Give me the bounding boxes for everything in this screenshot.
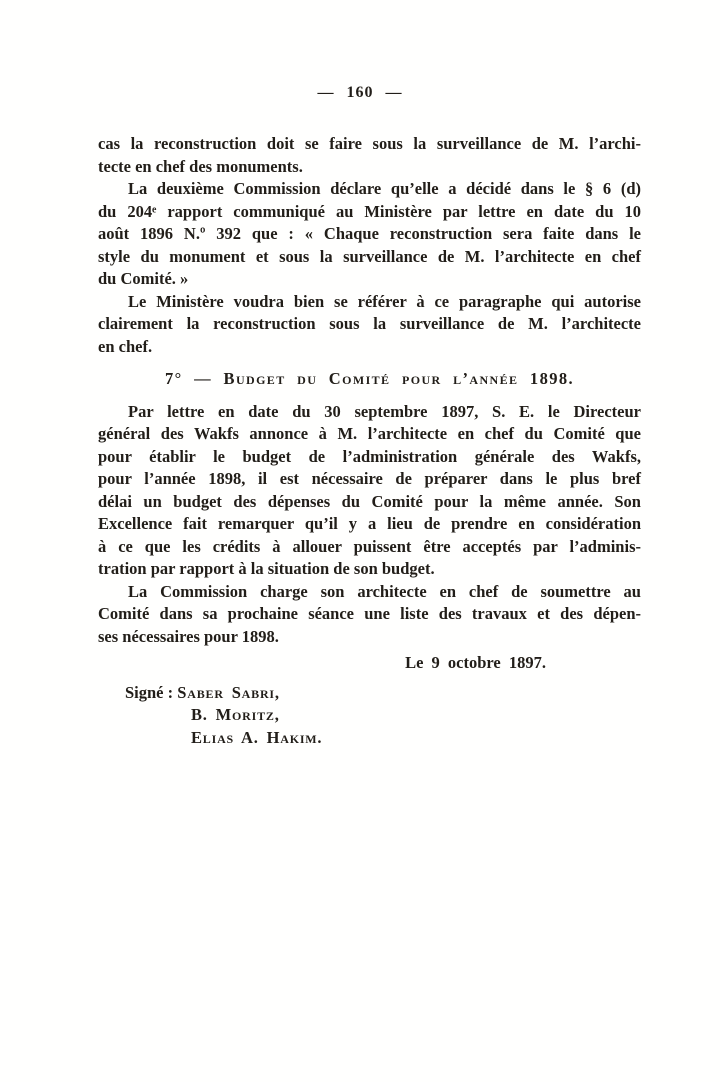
text-line: clairement la reconstruction sous la surveillance de M. l’architecte [98, 314, 641, 333]
signature-block [98, 682, 641, 750]
text-line: pour l’année 1898, il est nécessaire de préparer dans le plus bref [98, 469, 641, 488]
signature-line [125, 682, 641, 705]
text-line: Par lettre en date du 30 septembre 1897, S. E. le Directeur [128, 401, 641, 421]
text-line: La deuxième Commission déclare qu’elle a décidé dans le § 6 (d) [128, 179, 641, 198]
text-line: à ce que les crédits à allouer puissent être acceptés par l’adminis- [98, 536, 641, 556]
paragraph-budget-letter [98, 401, 641, 581]
text-line: août 1896 N.º 392 que : « Chaque reconstruction sera faite dans le [98, 224, 641, 243]
paragraph-commission-declaration [98, 178, 641, 291]
text-block [98, 133, 641, 749]
signatory-name: Saber Sabri, [177, 682, 280, 702]
paragraph-commission-charge [98, 581, 641, 649]
section-heading-budget-1898: 7° — Budget du Comité pour l’année 1898. [164, 369, 575, 388]
text-line: en chef. [98, 336, 153, 356]
text-line: Comité dans sa prochaine séance une liste des travaux et des dépen- [98, 604, 641, 623]
text-line: du 204ᵉ rapport communiqué au Ministère par lettre en date du 10 [98, 201, 641, 221]
paragraph-ministere-reference [98, 291, 641, 359]
signature-label: Signé : [125, 682, 174, 702]
signatory-name: Elias A. Hakim. [191, 727, 323, 747]
text-line: tecte en chef des monuments. [98, 156, 303, 176]
text-line: délai un budget des dépenses du Comité pour la même année. Son [98, 491, 641, 511]
text-line: ses nécessaires pour 1898. [98, 626, 279, 646]
text-line: du Comité. » [98, 269, 189, 288]
date-line: Le 9 octobre 1897. [405, 653, 546, 672]
signatory-name: B. Moritz, [191, 705, 280, 724]
page-number: — 160 — [317, 84, 403, 101]
text-line: pour établir le budget de l’administration générale des Wakfs, [98, 446, 641, 466]
text-line: style du monument et sous la surveillance de M. l’architecte en chef [98, 246, 641, 266]
text-line: cas la reconstruction doit se faire sous la surveillance de M. l’archi- [98, 134, 641, 153]
text-line: Excellence fait remarquer qu’il y a lieu de prendre en considération [98, 514, 641, 533]
text-line: Le Ministère voudra bien se référer à ce paragraphe qui autorise [128, 291, 641, 311]
text-line: général des Wakfs annonce à M. l’architecte en chef du Comité que [98, 424, 641, 443]
paragraph-continuation [98, 133, 641, 178]
text-line: La Commission charge son architecte en chef de soumettre au [128, 581, 641, 601]
text-line: tration par rapport à la situation de son budget. [98, 559, 435, 578]
